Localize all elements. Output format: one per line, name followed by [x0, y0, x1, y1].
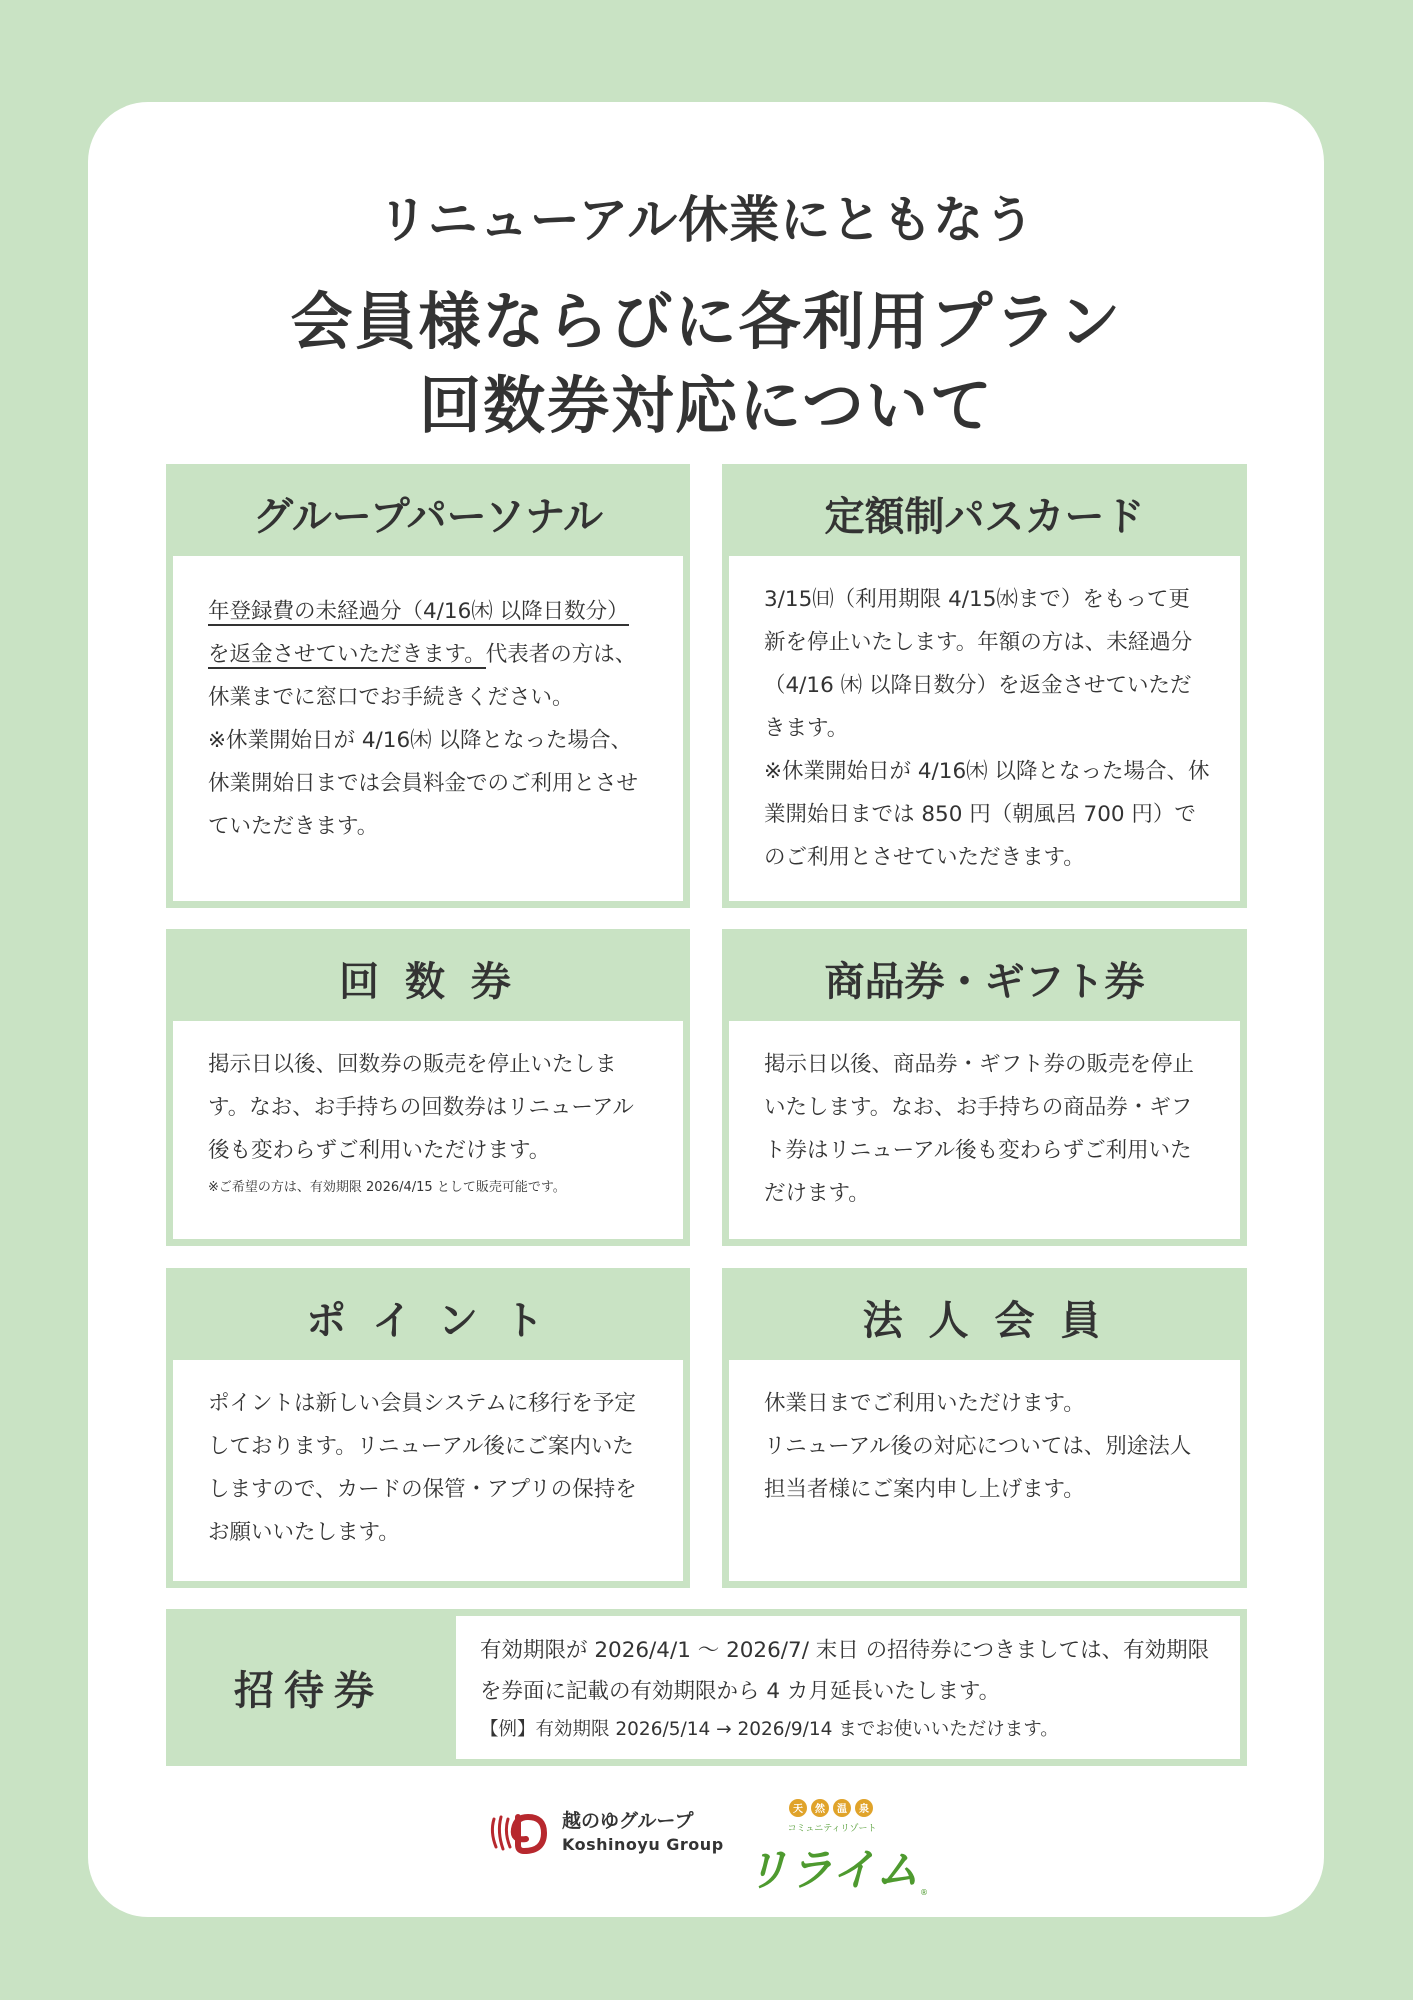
section-title: 定額制パスカード — [824, 494, 1145, 540]
body-text: 掲示日以後、回数券の販売を停止いたします。なお、お手持ちの回数券はリニューアル後も変わらずご利用いただけます。 — [208, 1052, 634, 1163]
section-title: グループパーソナル — [253, 494, 603, 540]
body-text: 掲示日以後、商品券・ギフト券の販売を停止いたします。なお、お手持ちの商品券・ギフト券はリニューアル後も変わらずご利用いただけます。 — [764, 1052, 1195, 1206]
section-body — [173, 1021, 683, 1239]
body-text: 代表者の方は、休業までに窓口でお手続きください。 — [208, 642, 637, 710]
svg-text:然: 然 — [815, 1804, 825, 1815]
section-points — [166, 1268, 690, 1588]
svg-text:泉: 泉 — [859, 1804, 869, 1815]
body-text: 有効期限が 2026/4/1 ～ 2026/7/ 末日 の招待券につきましては、有効期限を券面に記載の有効期限から 4 カ月延長いたします。 — [480, 1638, 1210, 1704]
section-invitation — [166, 1609, 1247, 1766]
section-body — [173, 556, 683, 901]
section-gift — [722, 929, 1247, 1246]
svg-text:天: 天 — [793, 1804, 803, 1815]
underlined-text: 年登録費の未経過分（4/16㈭ 以降日数分） — [208, 599, 629, 624]
body-example: 【例】有効期限 2026/5/14 → 2026/9/14 までお使いいただけます。 — [480, 1719, 1059, 1740]
header-subtitle: リニューアル休業にともなう — [377, 191, 1036, 249]
svg-text:®: ® — [920, 1888, 928, 1897]
header-title-line1: 会員様ならびに各利用プラン — [290, 285, 1123, 358]
koshinoyu-mark-icon — [488, 1807, 550, 1857]
body-text: リニューアル後の対応については、別途法人担当者様にご案内申し上げます。 — [764, 1434, 1192, 1502]
body-small-note: ※ご希望の方は、有効期限 2026/4/15 として販売可能です。 — [208, 1180, 566, 1195]
logo1-english: Koshinoyu Group — [562, 1835, 724, 1854]
logo1-japanese: 越のゆグループ — [562, 1810, 694, 1832]
section-title: 商品券・ギフト券 — [824, 959, 1145, 1005]
section-title: 法 人 会 員 — [862, 1298, 1107, 1344]
section-pass-card — [722, 464, 1247, 908]
body-note: ※休業開始日が 4/16㈭ 以降となった場合、休業開始日までは 850 円（朝風呂 700 円）でのご利用とさせていただきます。 — [764, 759, 1210, 870]
section-group-personal — [166, 464, 690, 908]
logo2-subtitle: コミュニティリゾート — [787, 1824, 877, 1834]
underlined-text: を返金させていただきます。 — [208, 642, 486, 667]
section-body — [456, 1616, 1240, 1759]
footer-logos — [0, 1795, 1413, 1905]
body-text: 3/15㈰（利用期限 4/15㈬まで）をもって更新を停止いたします。年額の方は、未経過分（4/16 ㈭ 以降日数分）を返金させていただきます。 — [764, 587, 1193, 741]
section-title: 招待券 — [234, 1668, 384, 1714]
body-text: 休業日までご利用いただけます。 — [764, 1391, 1085, 1416]
section-body — [729, 1021, 1240, 1239]
section-corporate — [722, 1268, 1247, 1588]
body-text: ポイントは新しい会員システムに移行を予定しております。リニューアル後にご案内いたしますので、カードの保管・アプリの保持をお願いいたします。 — [208, 1391, 637, 1545]
section-title: 回 数 券 — [339, 959, 517, 1005]
header-title-line2: 回数券対応について — [419, 369, 994, 442]
section-body — [729, 556, 1240, 901]
svg-text:温: 温 — [837, 1804, 847, 1815]
section-coupon — [166, 929, 690, 1246]
rerime-logo — [744, 1795, 930, 1905]
section-title: ポ イ ン ト — [306, 1298, 550, 1344]
section-body — [173, 1360, 683, 1581]
koshinoyu-logo — [488, 1807, 724, 1857]
logo2-name: リライム — [744, 1845, 920, 1896]
section-body — [729, 1360, 1240, 1581]
body-note: ※休業開始日が 4/16㈭ 以降となった場合、休業開始日までは会員料金でのご利用とさせていただきます。 — [208, 728, 639, 839]
